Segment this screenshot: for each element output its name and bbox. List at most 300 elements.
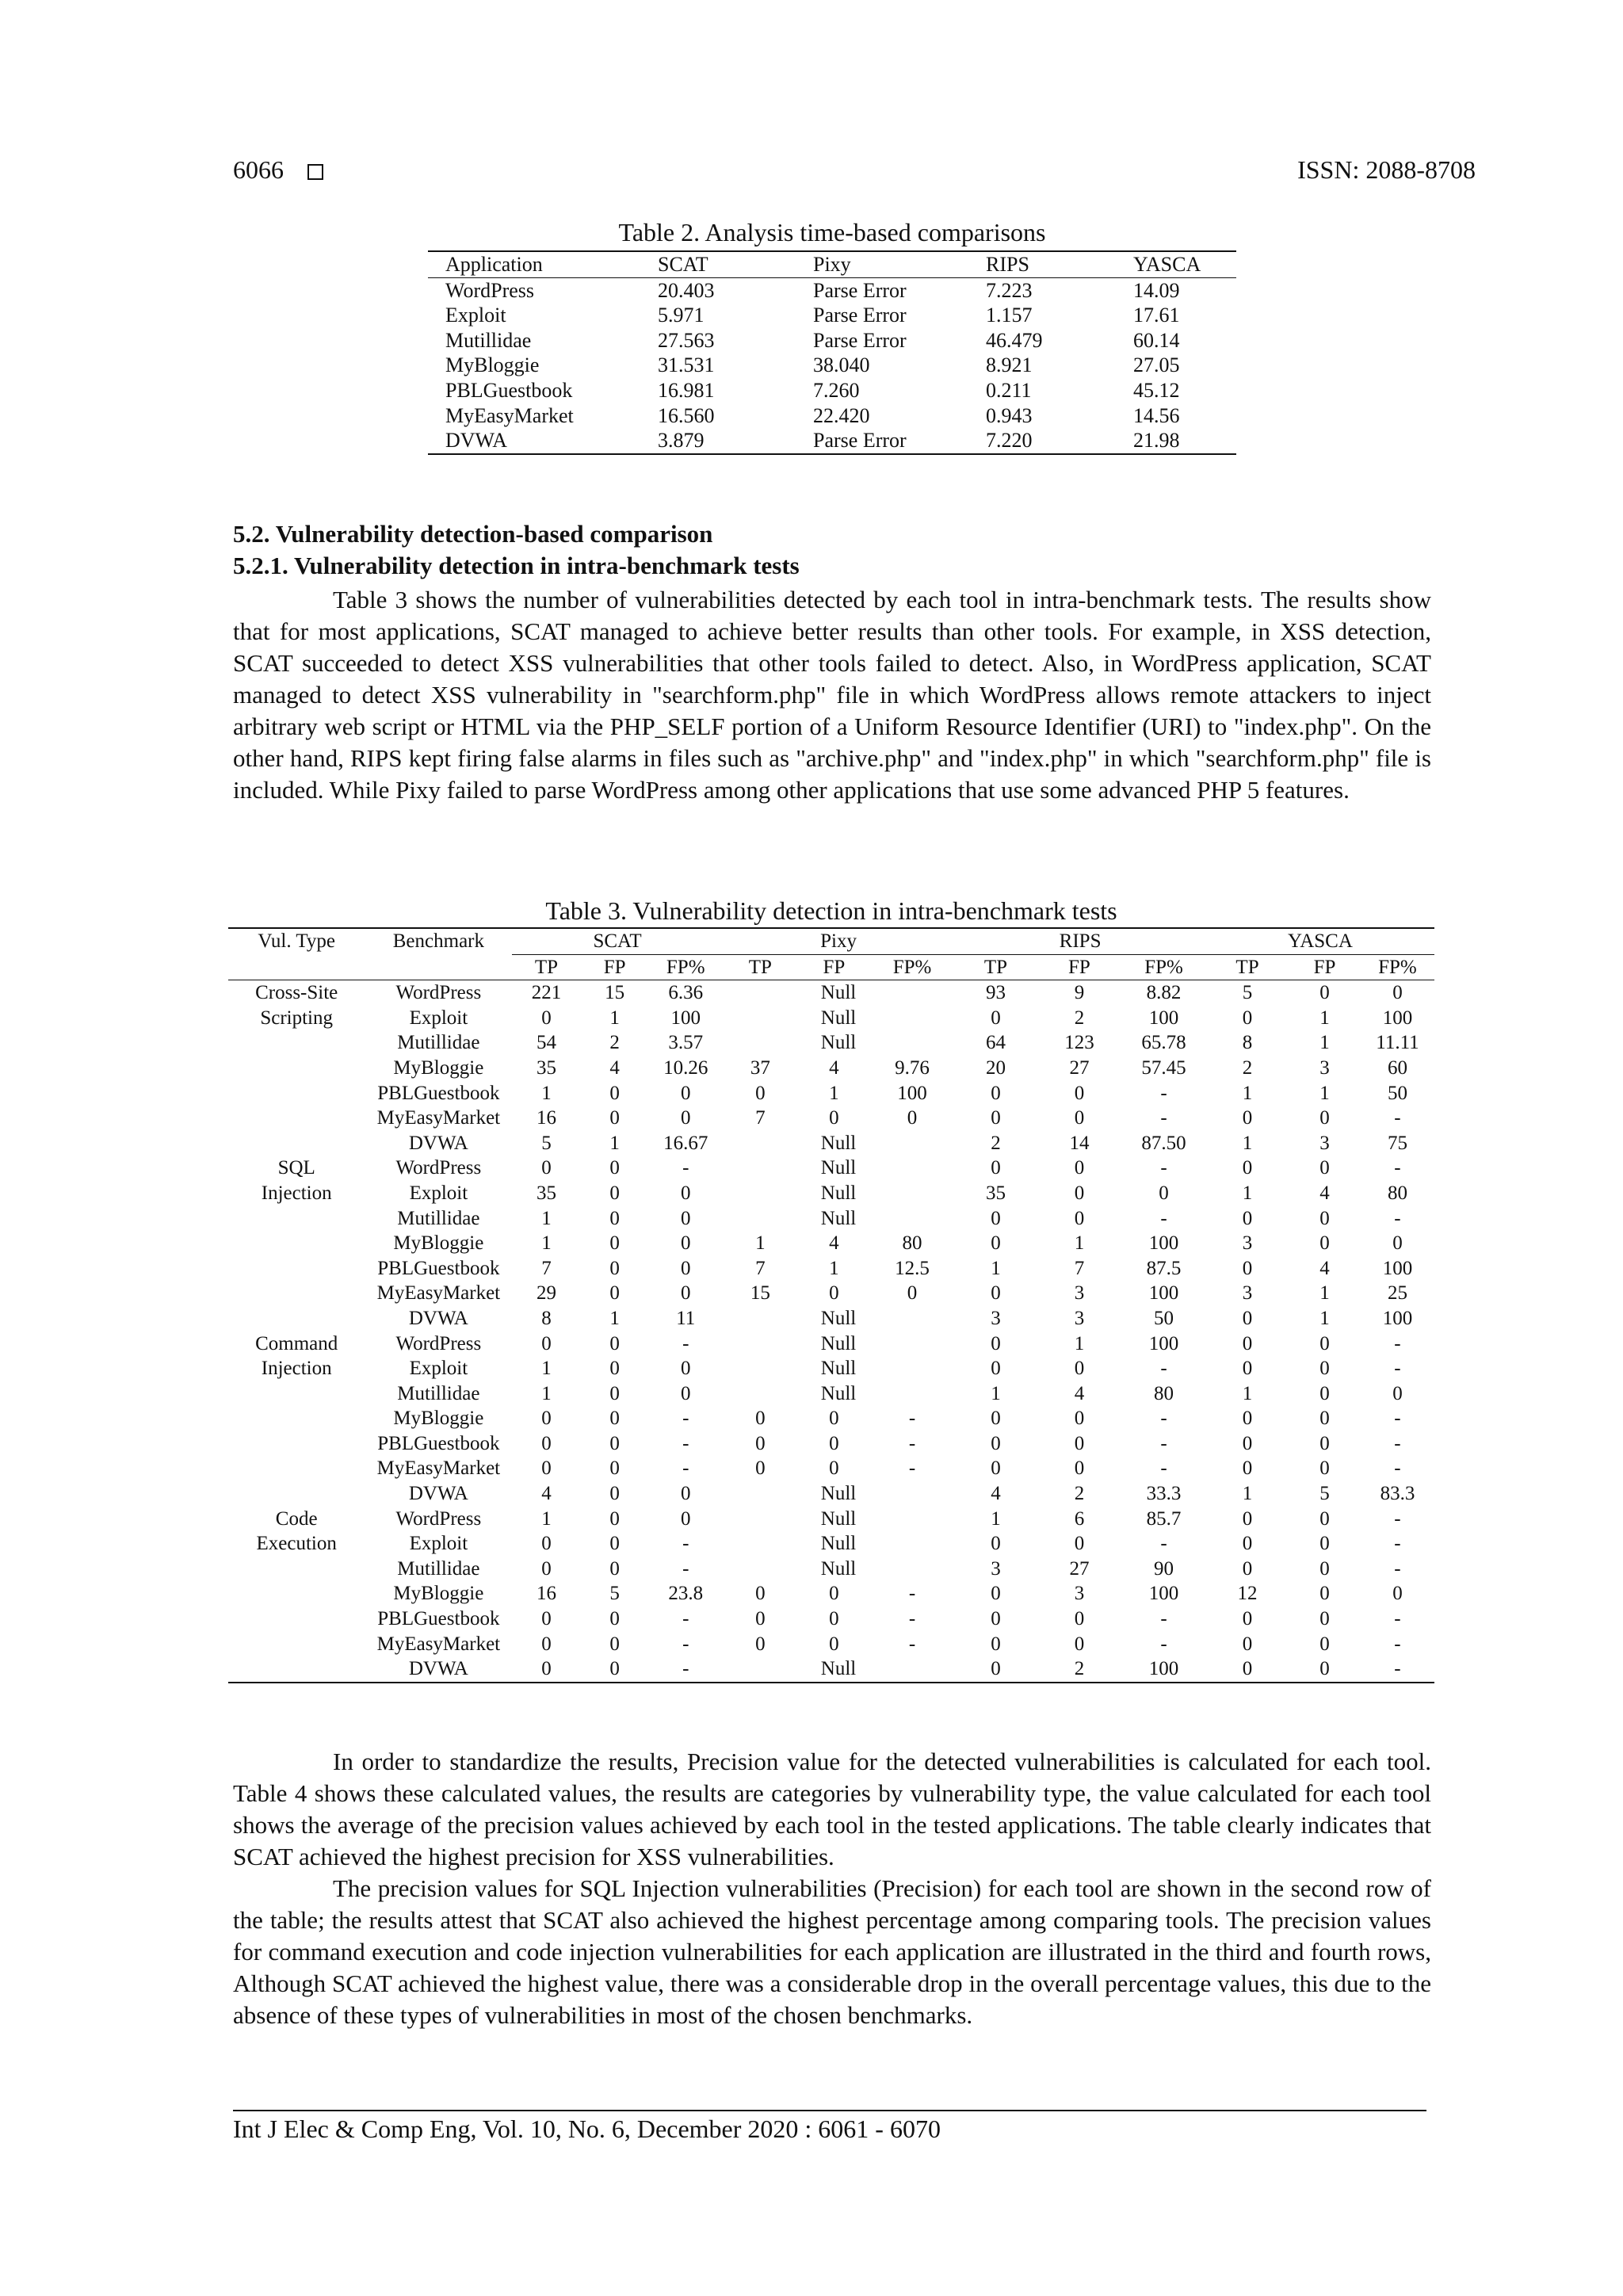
table3-value-cell: 0 <box>755 1408 766 1430</box>
body-paragraph: In order to standardize the results, Precision value for the detected vulnerabilities is calculated for each tool. Table 4 shows these calculated values, the results are categories by vulnerability type, the value calculated for each tool shows the average of the precision values achieved by each tool in the tested applications. The table clearly indicates that SCAT achieved the highest precision for XSS vulnerabilities. <box>233 1748 1431 1870</box>
table3-value-cell: - <box>682 1633 689 1655</box>
table2-cell: 14.56 <box>1133 403 1180 427</box>
table-row <box>228 980 1434 1006</box>
table3-value-cell: 3 <box>1074 1307 1085 1329</box>
table2-cell: Parse Error <box>813 278 907 302</box>
table3-value-cell: 0 <box>829 1457 839 1480</box>
table3-value-cell: - <box>682 1457 689 1480</box>
table3-vul-type-cell <box>228 1131 365 1156</box>
table3-value-cell: 80 <box>1154 1382 1174 1404</box>
table3-caption: Table 3. Vulnerability detection in intra-benchmark tests <box>545 896 1117 925</box>
table3-subheader-cell: FP% <box>666 956 705 978</box>
table3-value-cell: 3 <box>1319 1132 1330 1154</box>
table2-cell: 16.560 <box>658 403 715 427</box>
table-row <box>428 378 1236 403</box>
table-row <box>228 1431 1434 1457</box>
table3-value-cell: 0 <box>609 1457 620 1480</box>
table3-value-cell: 60 <box>1387 1056 1407 1079</box>
table3-value-cell: 11 <box>676 1307 696 1329</box>
table3-value-cell: 0 <box>541 1533 552 1555</box>
table-row <box>228 1581 1434 1606</box>
table3-vul-type-cell: Injection <box>261 1182 332 1204</box>
table2-cell: 5.971 <box>658 304 705 327</box>
table2-cell: Parse Error <box>813 429 907 453</box>
table3-value-cell: 0 <box>541 1332 552 1354</box>
table3-value-cell: - <box>1394 1157 1401 1179</box>
table3-value-cell: 1 <box>829 1257 839 1279</box>
table2-cell: 7.220 <box>986 429 1033 453</box>
table2-cell: MyEasyMarket <box>445 403 574 427</box>
table3-value-cell: 0 <box>1074 1432 1085 1454</box>
table3-value-cell: - <box>1160 1157 1167 1179</box>
table2-caption: Table 2. Analysis time-based comparisons <box>618 218 1046 246</box>
table3-value-cell: 4 <box>829 1232 839 1255</box>
table2-header-cell: SCAT <box>658 253 708 276</box>
table3-value-cell: 0 <box>541 1557 552 1580</box>
table2-cell: Mutillidae <box>445 328 532 352</box>
table3-value-cell: 0 <box>1319 1533 1330 1555</box>
table3-value-cell: 100 <box>1148 1282 1179 1305</box>
table3-value-cell: 0 <box>1074 1182 1085 1204</box>
table3-header-tool: YASCA <box>1206 928 1434 954</box>
table3-vul-type-cell <box>228 1030 365 1056</box>
table3-value-cell: 7 <box>541 1257 552 1279</box>
table3-value-cell: 0 <box>755 1608 766 1630</box>
table3-value-cell: Null <box>820 1358 857 1380</box>
table3-value-cell: 23.8 <box>668 1583 704 1605</box>
table3-vul-type-cell <box>228 1632 365 1657</box>
table3-value-cell: 0 <box>829 1282 839 1305</box>
table3-value-cell: 0 <box>609 1432 620 1454</box>
table3-value-cell: Null <box>820 1533 857 1555</box>
table3-vul-type-cell <box>228 1406 365 1431</box>
table3-value-cell: 0 <box>680 1232 691 1255</box>
table3-value-cell: 0 <box>680 1082 691 1104</box>
table3-benchmark-cell: Mutillidae <box>397 1557 480 1580</box>
table3-value-cell: 0 <box>907 1282 918 1305</box>
table3-header-tool: RIPS <box>954 928 1206 954</box>
table3-value-cell: 0 <box>609 1382 620 1404</box>
table2-header-cell: Pixy <box>813 253 851 276</box>
table-row <box>228 1306 1434 1331</box>
table2-cell: 60.14 <box>1133 328 1180 352</box>
table3-value-cell: 1 <box>1319 1007 1330 1029</box>
table3-value-cell: 0 <box>1074 1533 1085 1555</box>
table3-value-cell: 1 <box>1319 1032 1330 1054</box>
table3-value-cell: 80 <box>902 1232 922 1255</box>
table2-cell: 7.260 <box>813 378 860 402</box>
table3-value-cell: - <box>908 1583 916 1605</box>
table3-value-cell: - <box>1394 1332 1401 1354</box>
table3-value-cell: 0 <box>680 1207 691 1229</box>
table3-benchmark-cell: PBLGuestbook <box>377 1608 500 1630</box>
table3-value-cell: 0 <box>1319 1157 1330 1179</box>
table3-value-cell: 3.57 <box>668 1032 704 1054</box>
table3-value-cell: - <box>1160 1358 1167 1380</box>
table3-value-cell: - <box>1160 1107 1167 1129</box>
table3-value-cell: 0 <box>680 1507 691 1530</box>
table3-value-cell: 64 <box>985 1032 1006 1054</box>
table3-value-cell: - <box>1394 1658 1401 1680</box>
table3-value-cell: 2 <box>1074 1483 1085 1505</box>
table3-value-cell: 35 <box>536 1056 556 1079</box>
table3-value-cell: 16.67 <box>663 1132 708 1154</box>
table3-vul-type-cell <box>228 1481 365 1507</box>
table3-subheader-cell: TP <box>748 956 772 978</box>
table3-value-cell: 87.5 <box>1146 1257 1182 1279</box>
table3-vul-type-cell <box>228 1431 365 1457</box>
table2-cell: 7.223 <box>986 278 1033 302</box>
table3-value-cell: 0 <box>1319 1583 1330 1605</box>
table3-value-cell: 6 <box>1074 1507 1085 1530</box>
table3-value-cell: 4 <box>609 1056 620 1079</box>
table3-value-cell: 0 <box>609 1533 620 1555</box>
table2-cell: 27.05 <box>1133 353 1180 377</box>
table-row <box>228 1381 1434 1407</box>
table3-value-cell: 0 <box>609 1282 620 1305</box>
table3-benchmark-cell: Exploit <box>409 1533 468 1555</box>
table3-value-cell: 0 <box>991 1432 1001 1454</box>
table2 <box>428 250 1236 455</box>
table3-value-cell: 0 <box>1242 1358 1253 1380</box>
table3-subheader-cell: TP <box>1235 956 1259 978</box>
table2-cell: 27.563 <box>658 328 715 352</box>
table3-value-cell: 0 <box>1159 1182 1169 1204</box>
table-row <box>228 1231 1434 1256</box>
table3-value-cell: 3 <box>991 1557 1001 1580</box>
table3-value-cell: 8.82 <box>1146 982 1182 1004</box>
table3-value-cell: 75 <box>1387 1132 1407 1154</box>
table2-cell: Parse Error <box>813 328 907 352</box>
table3-subheader-cell: FP <box>823 956 846 978</box>
table3-value-cell: - <box>908 1608 916 1630</box>
table3-benchmark-cell: MyBloggie <box>393 1583 484 1605</box>
table2-header-cell: Application <box>445 253 543 276</box>
table2-header-cell: YASCA <box>1133 253 1201 276</box>
subsection-heading: 5.2.1. Vulnerability detection in intra-benchmark tests <box>233 552 800 579</box>
table3-value-cell: 0 <box>680 1257 691 1279</box>
table3-value-cell: 0 <box>991 1633 1001 1655</box>
table3-vul-type-cell <box>228 1557 365 1582</box>
table2-cell: 38.040 <box>813 353 870 377</box>
table3-value-cell: 4 <box>991 1483 1001 1505</box>
table3-value-cell: 5 <box>1319 1483 1330 1505</box>
table-row <box>228 1081 1434 1106</box>
table3-value-cell: 0 <box>541 1608 552 1630</box>
table-row <box>228 1656 1434 1683</box>
table3-value-cell: 0 <box>609 1557 620 1580</box>
table3-value-cell: - <box>908 1432 916 1454</box>
table3-value-cell: 0 <box>1319 1358 1330 1380</box>
table3-value-cell: 0 <box>1392 1232 1403 1255</box>
body-paragraph: The precision values for SQL Injection vulnerabilities (Precision) for each tool are shown in the second row of the table; the results attest that SCAT also achieved the highest percentage among comparing tools. The precision values for command execution and code injection vulnerabilities for each application are illustrated in the third and fourth rows, Although SCAT achieved the highest value, there was a considerable drop in the overall percentage values, this due to the absence of these types of vulnerabilities in most of the chosen benchmarks. <box>233 1874 1431 2029</box>
table-row <box>228 1056 1434 1081</box>
table3-value-cell: 3 <box>1074 1282 1085 1305</box>
table3-subheader-cell: FP <box>603 956 626 978</box>
table2-cell: 31.531 <box>658 353 715 377</box>
table3-vul-type-cell <box>228 1581 365 1606</box>
table3-value-cell: 100 <box>1148 1332 1179 1354</box>
table3-value-cell: 29 <box>536 1282 556 1305</box>
table3-value-cell: 35 <box>536 1182 556 1204</box>
table2-cell: PBLGuestbook <box>445 378 573 402</box>
footer-rule <box>233 2110 1426 2111</box>
table3-benchmark-cell: PBLGuestbook <box>377 1082 500 1104</box>
table3-vul-type-cell: Cross-Site <box>255 982 338 1004</box>
table3-benchmark-cell: Exploit <box>409 1007 468 1029</box>
table-row <box>428 328 1236 353</box>
table3-value-cell: 0 <box>609 1633 620 1655</box>
table3-vul-type-cell <box>228 1381 365 1407</box>
table3-value-cell: 0 <box>609 1507 620 1530</box>
table3-vul-type-cell <box>228 1081 365 1106</box>
table3-value-cell: 0 <box>609 1483 620 1505</box>
table3-value-cell: 16 <box>536 1583 556 1605</box>
table3-value-cell: 0 <box>991 1157 1001 1179</box>
table3-value-cell: 1 <box>1319 1282 1330 1305</box>
table3-value-cell: 0 <box>1242 1432 1253 1454</box>
table3-value-cell: 0 <box>1242 1157 1253 1179</box>
table3-value-cell: 2 <box>1242 1056 1253 1079</box>
table3-header-benchmark: Benchmark <box>392 930 484 952</box>
table3-value-cell: 0 <box>1242 1408 1253 1430</box>
table3-value-cell: 0 <box>1242 1557 1253 1580</box>
table3-value-cell: 0 <box>680 1282 691 1305</box>
table3-value-cell: 0 <box>541 1432 552 1454</box>
table-row <box>228 1356 1434 1381</box>
table3-value-cell: 0 <box>1319 1432 1330 1454</box>
table3-benchmark-cell: Mutillidae <box>397 1207 480 1229</box>
table3-value-cell: 0 <box>541 1658 552 1680</box>
table3-benchmark-cell: MyEasyMarket <box>376 1633 501 1655</box>
table-row <box>228 1156 1434 1181</box>
table3-value-cell: 0 <box>1074 1207 1085 1229</box>
table3-value-cell: 0 <box>991 1282 1001 1305</box>
table3-value-cell: 0 <box>1242 1257 1253 1279</box>
table3-value-cell: 1 <box>609 1007 620 1029</box>
table3-value-cell: 0 <box>991 1082 1001 1104</box>
table3-value-cell: 0 <box>1319 1382 1330 1404</box>
table3-value-cell: 1 <box>1074 1232 1085 1255</box>
table3-value-cell: 100 <box>1382 1257 1413 1279</box>
table-row <box>428 277 1236 303</box>
table3-value-cell: 0 <box>1319 1107 1330 1129</box>
table3-value-cell: 100 <box>1148 1232 1179 1255</box>
table3-value-cell: 87.50 <box>1141 1132 1186 1154</box>
table3-value-cell: 0 <box>1319 1207 1330 1229</box>
table3-value-cell: 37 <box>750 1056 770 1079</box>
table3-value-cell: Null <box>820 1132 857 1154</box>
table2-cell: 3.879 <box>658 429 705 453</box>
table3-value-cell: 0 <box>1242 1633 1253 1655</box>
table3-value-cell: 0 <box>1242 1307 1253 1329</box>
table2-cell: 14.09 <box>1133 278 1180 302</box>
table3-benchmark-cell: MyEasyMarket <box>376 1107 501 1129</box>
table3-value-cell: 0 <box>541 1408 552 1430</box>
table3-value-cell: - <box>682 1432 689 1454</box>
table2-cell: 22.420 <box>813 403 870 427</box>
table3-value-cell: 0 <box>1074 1107 1085 1129</box>
table3-benchmark-cell: MyBloggie <box>393 1232 484 1255</box>
table2-cell: 1.157 <box>986 304 1033 327</box>
table3-value-cell: Null <box>820 1307 857 1329</box>
table3-value-cell: 0 <box>829 1107 839 1129</box>
table-row <box>228 1256 1434 1282</box>
table3-subheader-cell: TP <box>534 956 559 978</box>
table3-value-cell: - <box>1160 1432 1167 1454</box>
table3-value-cell: 0 <box>1074 1408 1085 1430</box>
table-row <box>228 1331 1434 1357</box>
table-row <box>228 1206 1434 1232</box>
table3-value-cell: 0 <box>541 1007 552 1029</box>
table3-value-cell: 5 <box>609 1583 620 1605</box>
table3-value-cell: 1 <box>609 1307 620 1329</box>
table3-value-cell: 0 <box>1319 1633 1330 1655</box>
table3-value-cell: 0 <box>1319 982 1330 1004</box>
table3-value-cell: 0 <box>991 1457 1001 1480</box>
table3-value-cell: 5 <box>1242 982 1253 1004</box>
table3-value-cell: 4 <box>1319 1182 1330 1204</box>
table3-value-cell: 0 <box>609 1157 620 1179</box>
table3-value-cell: 90 <box>1154 1557 1174 1580</box>
table3-vul-type-cell <box>228 1281 365 1306</box>
table3-value-cell: 1 <box>1074 1332 1085 1354</box>
table3-vul-type-cell: Execution <box>256 1533 337 1555</box>
table3-value-cell: 0 <box>680 1382 691 1404</box>
table3-value-cell: 20 <box>985 1056 1006 1079</box>
table-row <box>228 1030 1434 1056</box>
table-row <box>228 1181 1434 1206</box>
table3-value-cell: 0 <box>755 1082 766 1104</box>
table3-value-cell: 1 <box>1242 1182 1253 1204</box>
table3-value-cell: 0 <box>609 1358 620 1380</box>
table3-value-cell: 3 <box>1319 1056 1330 1079</box>
table3-subheader-cell: FP% <box>1144 956 1183 978</box>
table3-value-cell: 10.26 <box>663 1056 708 1079</box>
table-row <box>228 1531 1434 1557</box>
table3-value-cell: - <box>1394 1633 1401 1655</box>
page-number: 6066 <box>233 155 284 184</box>
table3-benchmark-cell: Exploit <box>409 1358 468 1380</box>
table-row <box>228 1481 1434 1507</box>
table-row <box>228 1006 1434 1031</box>
table3-value-cell: 0 <box>609 1257 620 1279</box>
table3-value-cell: 8 <box>1242 1032 1253 1054</box>
table3-value-cell: 0 <box>1319 1232 1330 1255</box>
table2-cell: DVWA <box>445 429 507 453</box>
table3-value-cell: - <box>1394 1107 1401 1129</box>
table3-value-cell: Null <box>820 1157 857 1179</box>
table3-value-cell: - <box>682 1557 689 1580</box>
table3-value-cell: 0 <box>991 1583 1001 1605</box>
table3-value-cell: - <box>682 1157 689 1179</box>
table3-value-cell: 1 <box>829 1082 839 1104</box>
table-row <box>228 1456 1434 1481</box>
table3-value-cell: 0 <box>1242 1107 1253 1129</box>
table3-value-cell: 7 <box>755 1257 766 1279</box>
table3-value-cell: 0 <box>1074 1633 1085 1655</box>
table3-value-cell: 0 <box>829 1432 839 1454</box>
table3-value-cell: 15 <box>750 1282 770 1305</box>
table3-value-cell: Null <box>820 1007 857 1029</box>
table3-value-cell: 0 <box>1392 1583 1403 1605</box>
table3-value-cell: 0 <box>1242 1658 1253 1680</box>
table3-subheader-cell: FP% <box>1378 956 1417 978</box>
table3-value-cell: 0 <box>1074 1157 1085 1179</box>
table3-vul-type-cell: Command <box>255 1332 338 1354</box>
table3-subheader-cell: TP <box>983 956 1008 978</box>
running-header-left <box>233 155 323 185</box>
table-row <box>228 1557 1434 1582</box>
table3-value-cell: - <box>1160 1457 1167 1480</box>
table3-value-cell: - <box>908 1457 916 1480</box>
table3-value-cell: Null <box>820 982 857 1004</box>
table2-cell: 21.98 <box>1133 429 1180 453</box>
table3-header-row <box>228 928 1434 954</box>
table3-value-cell: 12.5 <box>895 1257 930 1279</box>
table3-value-cell: - <box>1394 1358 1401 1380</box>
table3-benchmark-cell: Mutillidae <box>397 1032 480 1054</box>
table3-value-cell: 0 <box>829 1608 839 1630</box>
table3-benchmark-cell: MyEasyMarket <box>376 1457 501 1480</box>
table3-value-cell: 1 <box>541 1232 552 1255</box>
table3-value-cell: 0 <box>991 1608 1001 1630</box>
table3-value-cell: 0 <box>829 1583 839 1605</box>
table3-value-cell: 0 <box>1319 1557 1330 1580</box>
table3-value-cell: 0 <box>991 1107 1001 1129</box>
table3-benchmark-cell: DVWA <box>408 1483 468 1505</box>
table3-value-cell: 5 <box>541 1132 552 1154</box>
table3-value-cell: 0 <box>1242 1332 1253 1354</box>
table3-value-cell: - <box>908 1633 916 1655</box>
table3-value-cell: - <box>1394 1608 1401 1630</box>
table3-value-cell: 0 <box>1319 1608 1330 1630</box>
body-paragraph: Table 3 shows the number of vulnerabilities detected by each tool in intra-benchmark tests. The results show that for most applications, SCAT managed to achieve better results than other tools. For example, in XSS detection, SCAT succeeded to detect XSS vulnerabilities that other tools failed to detect. Also, in WordPress application, SCAT managed to detect XSS vulnerability in "searchform.php" file in which WordPress allows remote attackers to inject arbitrary web script or HTML via the PHP_SELF portion of a Uniform Resource Identifier (URI) to "index.php". On the other hand, RIPS kept firing false alarms in files such as "archive.php" and "index.php" in which "searchform.php" file is included. While Pixy failed to parse WordPress among other applications that use some advanced PHP 5 features. <box>233 586 1431 804</box>
table2-cell: WordPress <box>445 278 535 302</box>
table3-value-cell: 0 <box>1074 1082 1085 1104</box>
table3-value-cell: 0 <box>755 1633 766 1655</box>
table3-value-cell: 9 <box>1074 982 1085 1004</box>
table-row <box>428 403 1236 429</box>
table3-vul-type-cell <box>228 1231 365 1256</box>
table2-cell: Exploit <box>445 304 506 327</box>
table2-cell: Parse Error <box>813 304 907 327</box>
table3-value-cell: Null <box>820 1483 857 1505</box>
issn-label: ISSN: 2088-8708 <box>1297 155 1476 184</box>
table3-value-cell: 0 <box>1074 1608 1085 1630</box>
footer-citation: Int J Elec & Comp Eng, Vol. 10, No. 6, December 2020 : 6061 - 6070 <box>233 2115 941 2143</box>
table3-value-cell: 100 <box>1148 1007 1179 1029</box>
table3-value-cell: - <box>1160 1608 1167 1630</box>
table3-value-cell: 1 <box>991 1382 1001 1404</box>
table3-value-cell: 0 <box>991 1232 1001 1255</box>
table3-value-cell: 0 <box>541 1457 552 1480</box>
table3-value-cell: 25 <box>1387 1282 1407 1305</box>
table3-benchmark-cell: MyBloggie <box>393 1408 484 1430</box>
table3-value-cell: 0 <box>609 1207 620 1229</box>
table3-value-cell: 100 <box>1148 1658 1179 1680</box>
table3-value-cell: - <box>1160 1408 1167 1430</box>
table3-value-cell: 0 <box>1242 1608 1253 1630</box>
table3-value-cell: 0 <box>991 1658 1001 1680</box>
table3-benchmark-cell: Mutillidae <box>397 1382 480 1404</box>
table3-value-cell: 3 <box>1242 1232 1253 1255</box>
table3-value-cell: 4 <box>1074 1382 1085 1404</box>
table3-header-tool: SCAT <box>512 928 722 954</box>
table3-value-cell: 0 <box>755 1457 766 1480</box>
table-row <box>228 1106 1434 1131</box>
table3-benchmark-cell: PBLGuestbook <box>377 1257 500 1279</box>
